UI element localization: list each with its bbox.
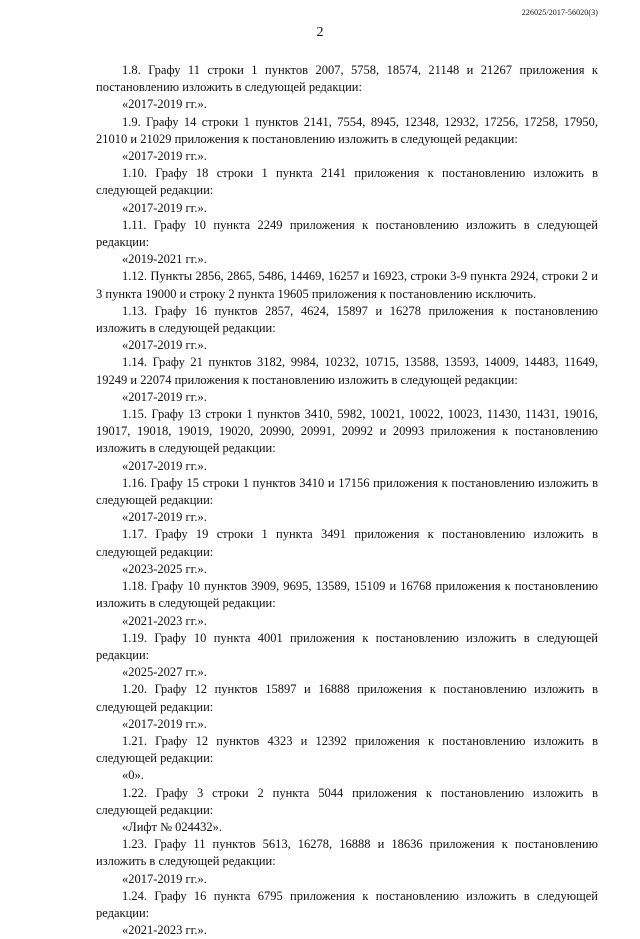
item-1-22-quote: «Лифт № 024432». [122, 819, 223, 834]
item-1-12-text: 1.12. Пункты 2856, 2865, 5486, 14469, 16257 и 16923, строки 3-9 пункта 2924, строки 2 и 3 пункта 19000 и строку 2 пункта 19605 приложения к постановлению исключить. [96, 269, 598, 301]
item-1-8-quote: «2017-2019 гг.». [122, 97, 207, 112]
page-number: 2 [316, 25, 324, 40]
item-1-17-quote: «2023-2025 гг.». [122, 561, 207, 576]
item-1-21-text: 1.21. Графу 12 пунктов 4323 и 12392 приложения к постановлению изложить в следующей редакции: [96, 733, 598, 766]
item-1-10-quote: «2017-2019 гг.». [122, 200, 207, 215]
item-1-19-quote: «2025-2027 гг.». [122, 665, 207, 680]
item-1-20-text: 1.20. Графу 12 пунктов 15897 и 16888 приложения к постановлению изложить в следующей редакции: [96, 682, 598, 714]
item-1-23-text: 1.23. Графу 11 пунктов 5613, 16278, 16888 и 18636 приложения к постановлению изложить в следующей редакции: [96, 837, 598, 869]
item-1-15-text: 1.15. Графу 13 строки 1 пунктов 3410, 5982, 10021, 10022, 10023, 11430, 11431, 19016, 19017, 19018, 19019, 19020, 20990, 20991, 20992 и 20993 приложения к постановлению изложить в следующей редакции: [96, 407, 598, 456]
item-1-22-text: 1.22. Графу 3 строки 2 пункта 5044 приложения к постановлению изложить в следующей редакции: [96, 785, 598, 817]
item-1-13-text: 1.13. Графу 16 пунктов 2857, 4624, 15897 и 16278 приложения к постановлению изложить в следующей редакции: [96, 303, 598, 336]
item-1-19-text: 1.19. Графу 10 пункта 4001 приложения к постановлению изложить в следующей редакции: [96, 630, 598, 662]
item-1-24-text: 1.24. Графу 16 пункта 6795 приложения к постановлению изложить в следующей редакции: [96, 888, 598, 920]
item-1-11-text: 1.11. Графу 10 пункта 2249 приложения к постановлению изложить в следующей редакции: [96, 217, 598, 250]
item-1-23-quote: «2017-2019 гг.». [122, 871, 207, 886]
document-code: 226025/2017-56020(3) [521, 8, 598, 17]
document-body [96, 62, 598, 939]
item-1-10-text: 1.10. Графу 18 строки 1 пункта 2141 приложения к постановлению изложить в следующей редакции: [96, 166, 598, 198]
item-1-15-quote: «2017-2019 гг.». [122, 458, 207, 473]
item-1-13-quote: «2017-2019 гг.». [122, 338, 207, 353]
item-1-16-quote: «2017-2019 гг.». [122, 510, 207, 525]
item-1-8-text: 1.8. Графу 11 строки 1 пунктов 2007, 5758, 18574, 21148 и 21267 приложения к постановлению изложить в следующей редакции: [96, 63, 598, 95]
item-1-18-text: 1.18. Графу 10 пунктов 3909, 9695, 13589, 15109 и 16768 приложения к постановлению изложить в следующей редакции: [96, 579, 598, 611]
item-1-14-text: 1.14. Графу 21 пунктов 3182, 9984, 10232, 10715, 13588, 13593, 14009, 14483, 11649, 19249 и 22074 приложения к постановлению изложить в следующей редакции: [96, 355, 598, 387]
item-1-17-text: 1.17. Графу 19 строки 1 пункта 3491 приложения к постановлению изложить в следующей редакции: [96, 527, 598, 559]
item-1-14-quote: «2017-2019 гг.». [122, 389, 207, 404]
item-1-18-quote: «2021-2023 гг.». [122, 613, 207, 628]
item-1-11-quote: «2019-2021 гг.». [122, 252, 207, 267]
item-1-24-quote: «2021-2023 гг.». [122, 923, 207, 938]
item-1-9-text: 1.9. Графу 14 строки 1 пунктов 2141, 7554, 8945, 12348, 12932, 17256, 17258, 17950, 21010 и 21029 приложения к постановлению изложить в следующей редакции: [96, 114, 598, 146]
item-1-21-quote: «0». [122, 768, 144, 783]
item-1-20-quote: «2017-2019 гг.». [122, 716, 207, 731]
item-1-9-quote: «2017-2019 гг.». [122, 149, 207, 164]
item-1-16-text: 1.16. Графу 15 строки 1 пунктов 3410 и 17156 приложения к постановлению изложить в следующей редакции: [96, 475, 598, 508]
